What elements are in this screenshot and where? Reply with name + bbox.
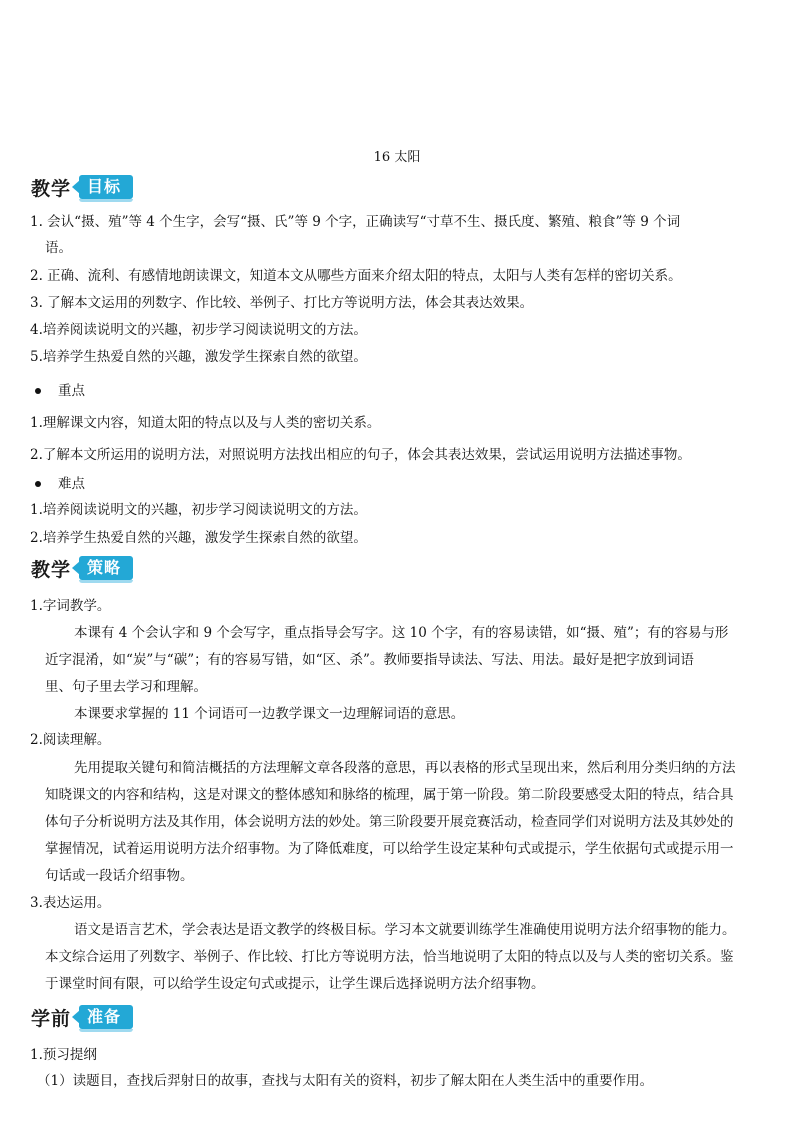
section-header-prefix: 教学 bbox=[31, 177, 72, 200]
goal-item: 2. 正确、流利、有感情地朗读课文，知道本文从哪些方面来介绍太阳的特点，太阳与人类有怎样的密切关系。 bbox=[30, 268, 682, 284]
difficult-point-item: 1.培养阅读说明文的兴趣，初步学习阅读说明文的方法。 bbox=[30, 502, 367, 518]
section-header-strategy bbox=[31, 553, 133, 583]
section-header-tag: 目标 bbox=[79, 175, 133, 199]
difficult-point-item: 2.培养学生热爱自然的兴趣，激发学生探索自然的欲望。 bbox=[30, 530, 367, 546]
goal-item: 3. 了解本文运用的列数字、作比较、举例子、打比方等说明方法，体会其表达效果。 bbox=[30, 295, 534, 311]
paragraph-line: 本文综合运用了列数字、举例子、作比较、打比方等说明方法，恰当地说明了太阳的特点以及与人类的密切关系。鉴 bbox=[45, 949, 734, 965]
paragraph-line: 语文是语言艺术，学会表达是语文教学的终极目标。学习本文就要训练学生准确使用说明方法介绍事物的能力。 bbox=[74, 922, 736, 938]
paragraph-line: 近字混淆，如“炭”与“碳”；有的容易写错，如“区、杀”。教师要指导读法、写法、用法。最好是把字放到词语 bbox=[45, 652, 694, 668]
paragraph-line: 本课要求掌握的 11 个词语可一边教学课文一边理解词语的意思。 bbox=[74, 706, 465, 722]
bullet-icon bbox=[35, 388, 41, 394]
key-point-item: 2.了解本文所运用的说明方法，对照说明方法找出相应的句子，体会其表达效果，尝试运用说明方法描述事物。 bbox=[30, 447, 691, 463]
strategy-heading: 2.阅读理解。 bbox=[30, 732, 111, 748]
goal-item-continued: 语。 bbox=[45, 240, 72, 256]
difficult-points-label: 难点 bbox=[58, 476, 85, 492]
strategy-heading: 1.字词教学。 bbox=[30, 598, 111, 614]
strategy-heading: 3.表达运用。 bbox=[30, 895, 111, 911]
key-points-label: 重点 bbox=[58, 383, 85, 399]
section-header-prep bbox=[31, 1002, 133, 1032]
section-header-goals bbox=[31, 172, 133, 202]
paragraph-line: 本课有 4 个会认字和 9 个会写字，重点指导会写字。这 10 个字，有的容易读错，如“摄、殖”；有的容易与形 bbox=[74, 625, 729, 641]
goal-item: 5.培养学生热爱自然的兴趣，激发学生探索自然的欲望。 bbox=[30, 349, 367, 365]
goal-item: 1. 会认“摄、殖”等 4 个生字，会写“摄、氏”等 9 个字，正确读写“寸草不生、摄氏度、繁殖、粮食”等 9 个词 bbox=[30, 214, 681, 230]
paragraph-line: 句话或一段话介绍事物。 bbox=[45, 868, 194, 884]
paragraph-line: 知晓课文的内容和结构，这是对课文的整体感知和脉络的梳理，属于第一阶段。第二阶段要感受太阳的特点，结合具 bbox=[45, 787, 734, 803]
prep-heading: 1.预习提纲 bbox=[30, 1047, 97, 1063]
section-header-tag: 准备 bbox=[79, 1005, 133, 1029]
paragraph-line: 里、句子里去学习和理解。 bbox=[45, 679, 207, 695]
key-point-item: 1.理解课文内容，知道太阳的特点以及与人类的密切关系。 bbox=[30, 415, 381, 431]
goal-item: 4.培养阅读说明文的兴趣，初步学习阅读说明文的方法。 bbox=[30, 322, 367, 338]
page-title: 16 太阳 bbox=[373, 150, 421, 165]
prep-item: （1）读题目，查找后羿射日的故事，查找与太阳有关的资料，初步了解太阳在人类生活中的重要作用。 bbox=[37, 1073, 654, 1089]
paragraph-line: 掌握情况，试着运用说明方法介绍事物。为了降低难度，可以给学生设定某种句式或提示，学生依据句式或提示用一 bbox=[45, 841, 734, 857]
section-header-prefix: 教学 bbox=[31, 558, 72, 581]
section-header-tag: 策略 bbox=[79, 556, 133, 580]
section-header-prefix: 学前 bbox=[31, 1007, 72, 1030]
paragraph-line: 先用提取关键句和简洁概括的方法理解文章各段落的意思，再以表格的形式呈现出来，然后利用分类归纳的方法 bbox=[74, 760, 736, 776]
paragraph-line: 体句子分析说明方法及其作用，体会说明方法的妙处。第三阶段要开展竞赛活动，检查同学们对说明方法及其妙处的 bbox=[45, 814, 734, 830]
bullet-icon bbox=[35, 481, 41, 487]
paragraph-line: 于课堂时间有限，可以给学生设定句式或提示，让学生课后选择说明方法介绍事物。 bbox=[45, 976, 545, 992]
